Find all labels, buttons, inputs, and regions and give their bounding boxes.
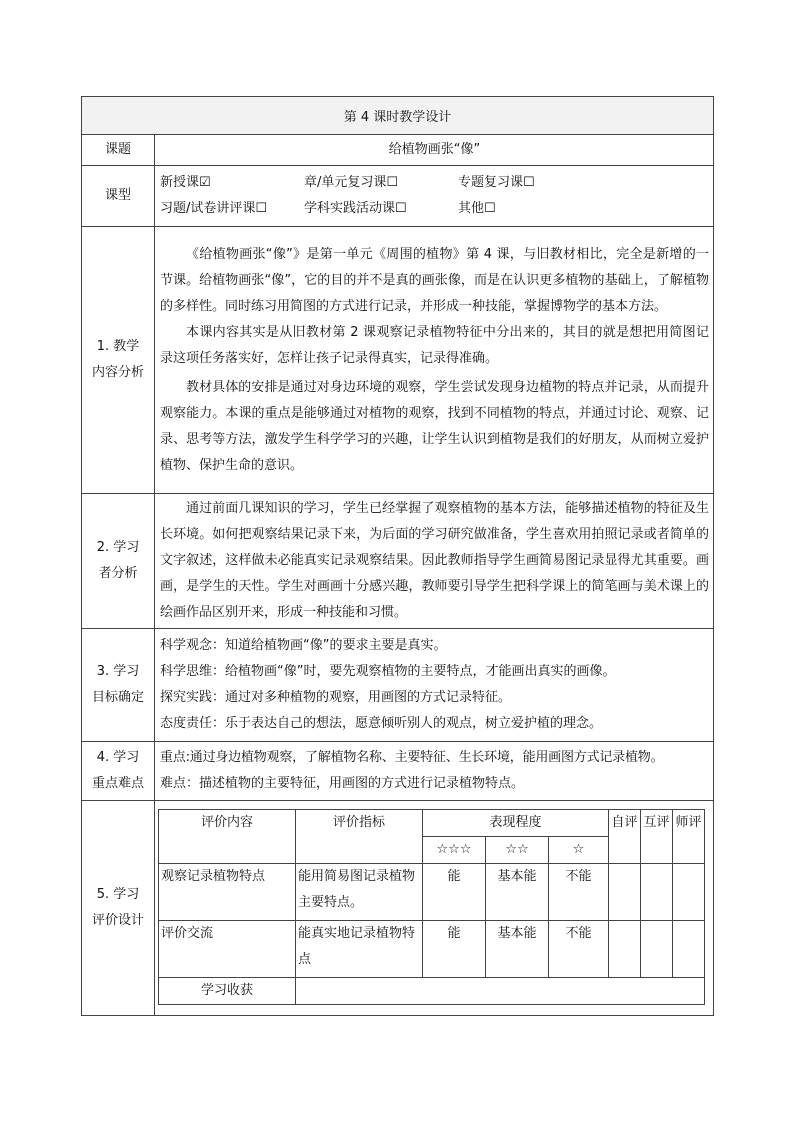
eval-header-stars-3: ☆☆☆ <box>423 837 486 864</box>
learner-analysis-label <box>82 494 155 629</box>
eval-row-2-content: 评价交流 <box>159 921 296 978</box>
eval-header-peer: 互评 <box>641 810 673 864</box>
evaluation-label-line-1: 5. 学习 <box>96 887 140 902</box>
eval-row-1-level-3: 能 <box>423 864 486 921</box>
content-analysis-row <box>82 227 714 494</box>
key-points-label-line-1: 4. 学习 <box>96 750 140 765</box>
lesson-plan-table <box>81 96 714 1016</box>
eval-row-1-level-2: 基本能 <box>486 864 549 921</box>
content-analysis-label-line-1: 1. 教学 <box>96 339 140 354</box>
type-new-lesson: 新授课☑ <box>160 175 211 190</box>
table-row <box>159 921 705 978</box>
objective-science-concept: 科学观念：知道给植物画“像”的要求主要是真实。 <box>160 638 447 653</box>
eval-row-1-content: 观察记录植物特点 <box>159 864 296 921</box>
content-paragraph-1: 《给植物画张“像”》是第一单元《周围的植物》第 4 课，与旧教材相比，完全是新增的一节课。给植物画张“像”，它的目的并不是真的画张像，而是在认识更多植物的基础上，了解植物的多样性。同时练习用简图的方式进行记录，并形成一种技能，掌握博物学的基本方法。 <box>160 246 710 314</box>
content-paragraph-3: 教材具体的安排是通过对身边环境的观察，学生尝试发现身边植物的特点并记录，从而提升观察能力。本课的重点是能够通过对植物的观察，找到不同植物的特点，并通过讨论、观察、记录、思考等方法，激发学生科学学习的兴趣，让学生认识到植物是我们的好朋友，从而树立爱护植物、保护生命的意识。 <box>160 379 710 473</box>
difficult-point: 难点：描述植物的主要特征，用画图的方式进行记录植物特点。 <box>160 776 525 791</box>
eval-harvest-row <box>159 978 705 1005</box>
objective-inquiry-practice: 探究实践：通过对多种植物的观察，用画图的方式记录特征。 <box>160 690 512 705</box>
type-practice-activity: 学科实践活动课☐ <box>304 201 407 216</box>
evaluation-table <box>158 809 705 1005</box>
objectives-label-line-2: 目标确定 <box>91 690 144 705</box>
eval-header-indicator: 评价指标 <box>296 810 423 864</box>
eval-row-1-level-1: 不能 <box>549 864 609 921</box>
learner-analysis-label-line-2: 者分析 <box>98 566 138 581</box>
lesson-plan-page <box>81 96 713 1016</box>
eval-row-2-indicator: 能真实地记录植物特点 <box>296 921 423 978</box>
title-row <box>82 97 714 135</box>
topic-label: 课题 <box>82 135 155 166</box>
lesson-type-line-1 <box>160 170 709 196</box>
content-paragraph-2: 本课内容其实是从旧教材第 2 课观察记录植物特征中分出来的，其目的就是想把用简图记录这项任务落实好，怎样让孩子记录得真实，记录得准确。 <box>160 324 710 366</box>
eval-header-self: 自评 <box>609 810 641 864</box>
learner-analysis-text: 通过前面几课知识的学习，学生已经掌握了观察植物的基本方法，能够描述植物的特征及生长环境。如何把观察结果记录下来，为后面的学习研究做准备，学生喜欢用拍照记录或者简单的文字叙述，这样做未必能真实记录观察结果。因此教师指导学生画简易图记录显得尤其重要。画画，是学生的天性。学生对画画十分感兴趣，教师要引导学生把科学课上的简笔画与美术课上的绘画作品区别开来，形成一种技能和习惯。 <box>160 501 710 620</box>
content-analysis-label-line-2: 内容分析 <box>91 365 144 380</box>
eval-harvest-label: 学习收获 <box>159 978 296 1005</box>
type-other: 其他☐ <box>458 201 496 216</box>
eval-row-1-teacher <box>673 864 705 921</box>
eval-header-row-1 <box>159 810 705 837</box>
eval-row-1-self <box>609 864 641 921</box>
lesson-type-label: 课型 <box>82 166 155 227</box>
lesson-type-line-2 <box>160 196 709 222</box>
key-points-label <box>82 742 155 801</box>
eval-row-1-indicator: 能用简易图记录植物主要特点。 <box>296 864 423 921</box>
content-analysis-label <box>82 227 155 494</box>
objective-science-thinking: 科学思维：给植物画“像”时，要先观察植物的主要特点，才能画出真实的画像。 <box>160 664 616 679</box>
eval-header-content: 评价内容 <box>159 810 296 864</box>
objective-attitude: 态度责任：乐于表达自己的想法，愿意倾听别人的观点，树立爱护植的理念。 <box>160 716 603 731</box>
eval-row-2-peer <box>641 921 673 978</box>
learner-analysis-row <box>82 494 714 629</box>
evaluation-label <box>82 801 155 1016</box>
eval-row-2-self <box>609 921 641 978</box>
eval-harvest-value <box>296 978 705 1005</box>
eval-header-performance: 表现程度 <box>423 810 609 837</box>
eval-row-2-teacher <box>673 921 705 978</box>
eval-row-2-level-3: 能 <box>423 921 486 978</box>
type-exercise-review: 习题/试卷讲评课☐ <box>160 201 268 216</box>
eval-row-2-level-1: 不能 <box>549 921 609 978</box>
type-unit-review: 章/单元复习课☐ <box>304 175 399 190</box>
evaluation-label-line-2: 评价设计 <box>91 913 144 928</box>
eval-header-stars-1: ☆ <box>549 837 609 864</box>
eval-header-teacher: 师评 <box>673 810 705 864</box>
topic-value: 给植物画张“像” <box>155 135 714 166</box>
objectives-row <box>82 629 714 742</box>
eval-row-1-peer <box>641 864 673 921</box>
page-title: 第 4 课时教学设计 <box>82 97 714 135</box>
type-topic-review: 专题复习课☐ <box>458 175 535 190</box>
objectives-label <box>82 629 155 742</box>
key-point: 重点:通过身边植物观察，了解植物名称、主要特征、生长环境，能用画图方式记录植物。 <box>160 750 664 765</box>
evaluation-row <box>82 801 714 1016</box>
eval-header-stars-2: ☆☆ <box>486 837 549 864</box>
table-row <box>159 864 705 921</box>
eval-row-2-level-2: 基本能 <box>486 921 549 978</box>
key-points-label-line-2: 重点难点 <box>91 776 144 791</box>
lesson-type-row <box>82 166 714 227</box>
objectives-label-line-1: 3. 学习 <box>96 664 140 679</box>
topic-row <box>82 135 714 166</box>
key-points-row <box>82 742 714 801</box>
learner-analysis-label-line-1: 2. 学习 <box>96 540 140 555</box>
